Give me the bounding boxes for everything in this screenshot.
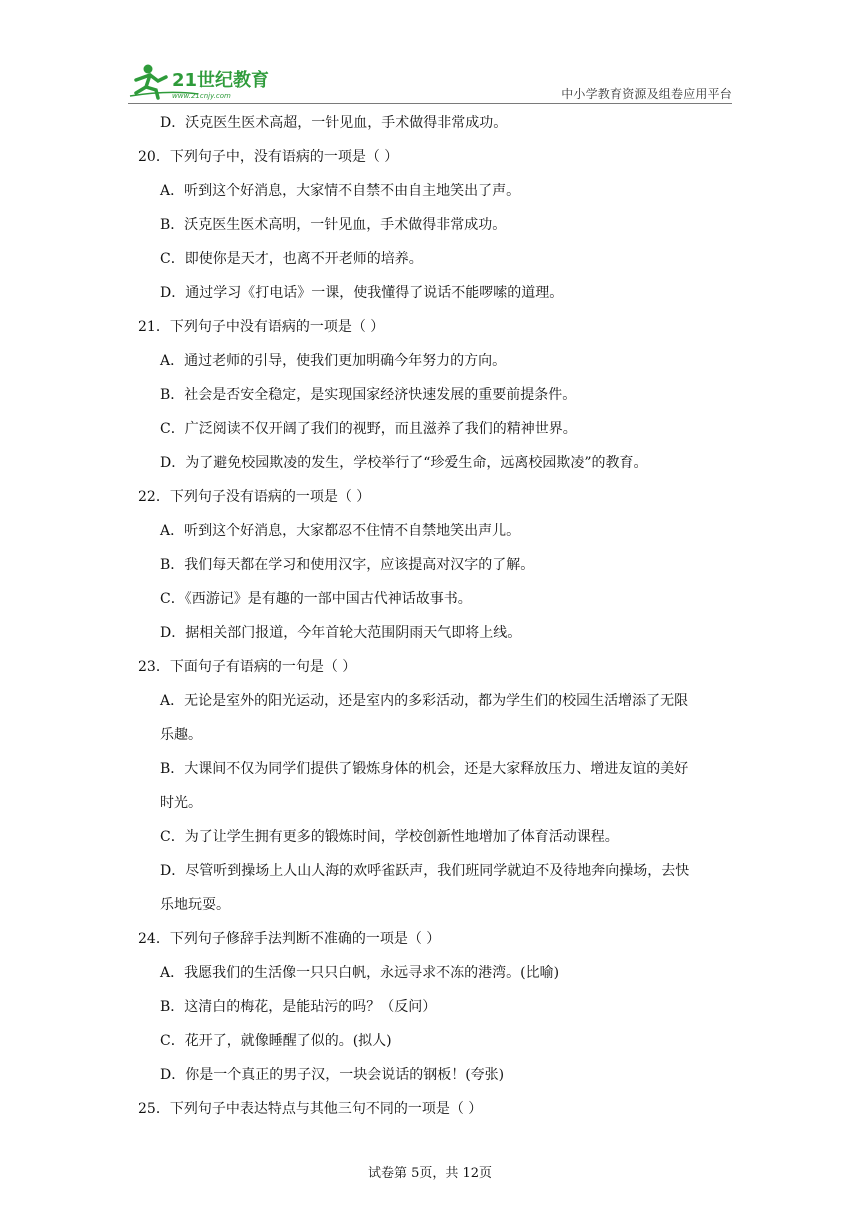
- answer-option: D．沃克医生医术高超，一针见血，手术做得非常成功。: [160, 115, 508, 131]
- answer-option: C．花开了，就像睡醒了似的。(拟人): [160, 1033, 392, 1049]
- answer-option: A．无论是室外的阳光运动，还是室内的多彩活动，都为学生们的校园生活增添了无限: [160, 693, 689, 709]
- page-footer: 试卷第 5页，共 12页: [367, 1166, 493, 1181]
- svg-text:www.21cnjy.com: www.21cnjy.com: [172, 92, 231, 100]
- answer-option: D．尽管听到操场上人山人海的欢呼雀跃声，我们班同学就迫不及待地奔向操场，去快: [160, 863, 690, 879]
- answer-option: A．听到这个好消息，大家都忍不住情不自禁地笑出声儿。: [160, 523, 521, 539]
- answer-option: B．沃克医生医术高明，一针见血，手术做得非常成功。: [160, 217, 507, 233]
- question-stem: 24．下列句子修辞手法判断不准确的一项是（ ）: [138, 931, 441, 947]
- question-list: [138, 106, 734, 1126]
- answer-option: D．你是一个真正的男子汉，一块会说话的钢板！(夸张): [160, 1067, 505, 1083]
- answer-option: B．大课间不仅为同学们提供了锻炼身体的机会，还是大家释放压力、增进友谊的美好: [160, 761, 689, 777]
- logo: [128, 60, 288, 102]
- header-divider: [128, 103, 732, 104]
- answer-option: D．通过学习《打电话》一课，使我懂得了说话不能啰嗦的道理。: [160, 285, 564, 301]
- answer-option: D．据相关部门报道，今年首轮大范围阴雨天气即将上线。: [160, 625, 522, 641]
- question-stem: 25．下列句子中表达特点与其他三句不同的一项是（ ）: [138, 1101, 483, 1117]
- answer-option: B．这清白的梅花，是能玷污的吗？（反问）: [160, 999, 437, 1015]
- answer-option: A．听到这个好消息，大家情不自禁不由自主地笑出了声。: [160, 183, 521, 199]
- question-stem: 20．下列句子中，没有语病的一项是（ ）: [138, 149, 399, 165]
- answer-option: D．为了避免校园欺凌的发生，学校举行了“珍爱生命，远离校园欺凌”的教育。: [160, 455, 648, 471]
- question-stem: 22．下列句子没有语病的一项是（ ）: [138, 489, 371, 505]
- answer-option: C．广泛阅读不仅开阔了我们的视野，而且滋养了我们的精神世界。: [160, 421, 577, 437]
- answer-option: 时光。: [160, 795, 202, 811]
- answer-option: B．社会是否安全稳定，是实现国家经济快速发展的重要前提条件。: [160, 387, 577, 403]
- answer-option: 乐地玩耍。: [160, 897, 230, 913]
- page-header: [128, 60, 732, 104]
- answer-option: C．《西游记》是有趣的一部中国古代神话故事书。: [160, 591, 472, 607]
- question-stem: 23．下面句子有语病的一句是（ ）: [138, 659, 357, 675]
- answer-option: C．即使你是天才，也离不开老师的培养。: [160, 251, 423, 267]
- svg-text:21世纪教育: 21世纪教育: [172, 70, 270, 91]
- answer-option: B．我们每天都在学习和使用汉字，应该提高对汉字的了解。: [160, 557, 535, 573]
- answer-option: A．通过老师的引导，使我们更加明确今年努力的方向。: [160, 353, 507, 369]
- answer-option: 乐趣。: [160, 727, 202, 743]
- runner-logo-icon: [128, 60, 288, 102]
- answer-option: C．为了让学生拥有更多的锻炼时间，学校创新性地增加了体育活动课程。: [160, 829, 619, 845]
- question-stem: 21．下列句子中没有语病的一项是（ ）: [138, 319, 385, 335]
- platform-name: 中小学教育资源及组卷应用平台: [561, 87, 732, 101]
- answer-option: A．我愿我们的生活像一只只白帆，永远寻求不冻的港湾。(比喻): [160, 965, 560, 981]
